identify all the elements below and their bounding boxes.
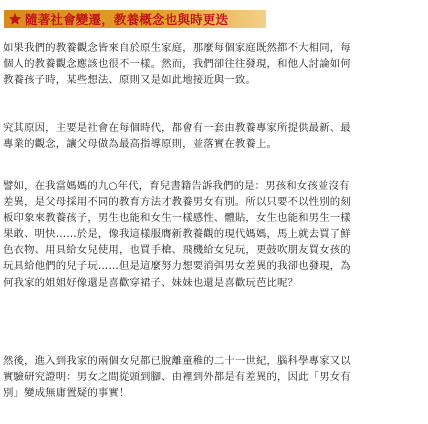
text-line: 然後，進入到我家的兩個女兒都已脫離童稚的二十一世紀，腦科學專家又以 xyxy=(3,355,351,367)
paragraph xyxy=(3,353,427,401)
text-line: 實驗研究證明：男女之間從頭到腳、由裡到外都是有差異的，因此「男女有 xyxy=(3,371,351,384)
text-line: 何我家的姐姐好像還是喜歡穿裙子、妹妹也還是喜歡玩芭比呢？ xyxy=(3,276,299,289)
text-line: 果敢、明快……於是，像我這樣服膺新教養觀的現代媽媽，馬上就去買了鮮 xyxy=(3,228,351,241)
text-line: 色衣物、用具給女兒使用，也買手槍、飛機給女兒玩，更鼓吹朋友買女孩的 xyxy=(3,244,351,257)
text-line: 究其原因，主要是社會在每個時代，都會有一套由教養專家所提供最新、最 xyxy=(3,122,351,134)
text-line: 玩具給他們的兒子玩……但是這麼努力想要消弭男女差異的我卻也發現，為 xyxy=(3,260,351,273)
text-line: 個人的教養觀念應該也很不一樣。然而，我們卻往往發現，和他人討論如何 xyxy=(3,58,351,71)
paragraph xyxy=(3,120,427,152)
text-line: 如果我們的教養觀念皆來自於原生家庭，那麼每個家庭既然都不大相同，每 xyxy=(3,42,351,54)
text-line: 差異，是父母採用不同的教育方法才教養男女有別。所以只要不以性別的刻 xyxy=(3,196,351,209)
text-line: 教養孩子時，某些想法、原則又是如此地接近與一致。 xyxy=(3,74,256,87)
text-line: 別」變成無庸置疑的事實！ xyxy=(3,387,130,400)
star-icon xyxy=(8,12,22,26)
text-line: 譬如，在我當媽媽的九○年代，育兒書籍告訴我們的是：男孩和女孩並沒有 xyxy=(3,180,350,192)
section-heading: 隨著社會變遷，教養概念也與時更迭 xyxy=(25,12,229,27)
text-line: 專業的觀念，讓父母做為最高指導原則，並落實在教養上。 xyxy=(3,138,278,151)
text-line: 板印象來教養孩子，男生也能和女生一樣感性、體貼，女生也能和男生一樣 xyxy=(3,212,351,225)
paragraph xyxy=(3,178,427,291)
paragraph xyxy=(3,40,427,88)
section-heading-bar xyxy=(4,10,266,28)
